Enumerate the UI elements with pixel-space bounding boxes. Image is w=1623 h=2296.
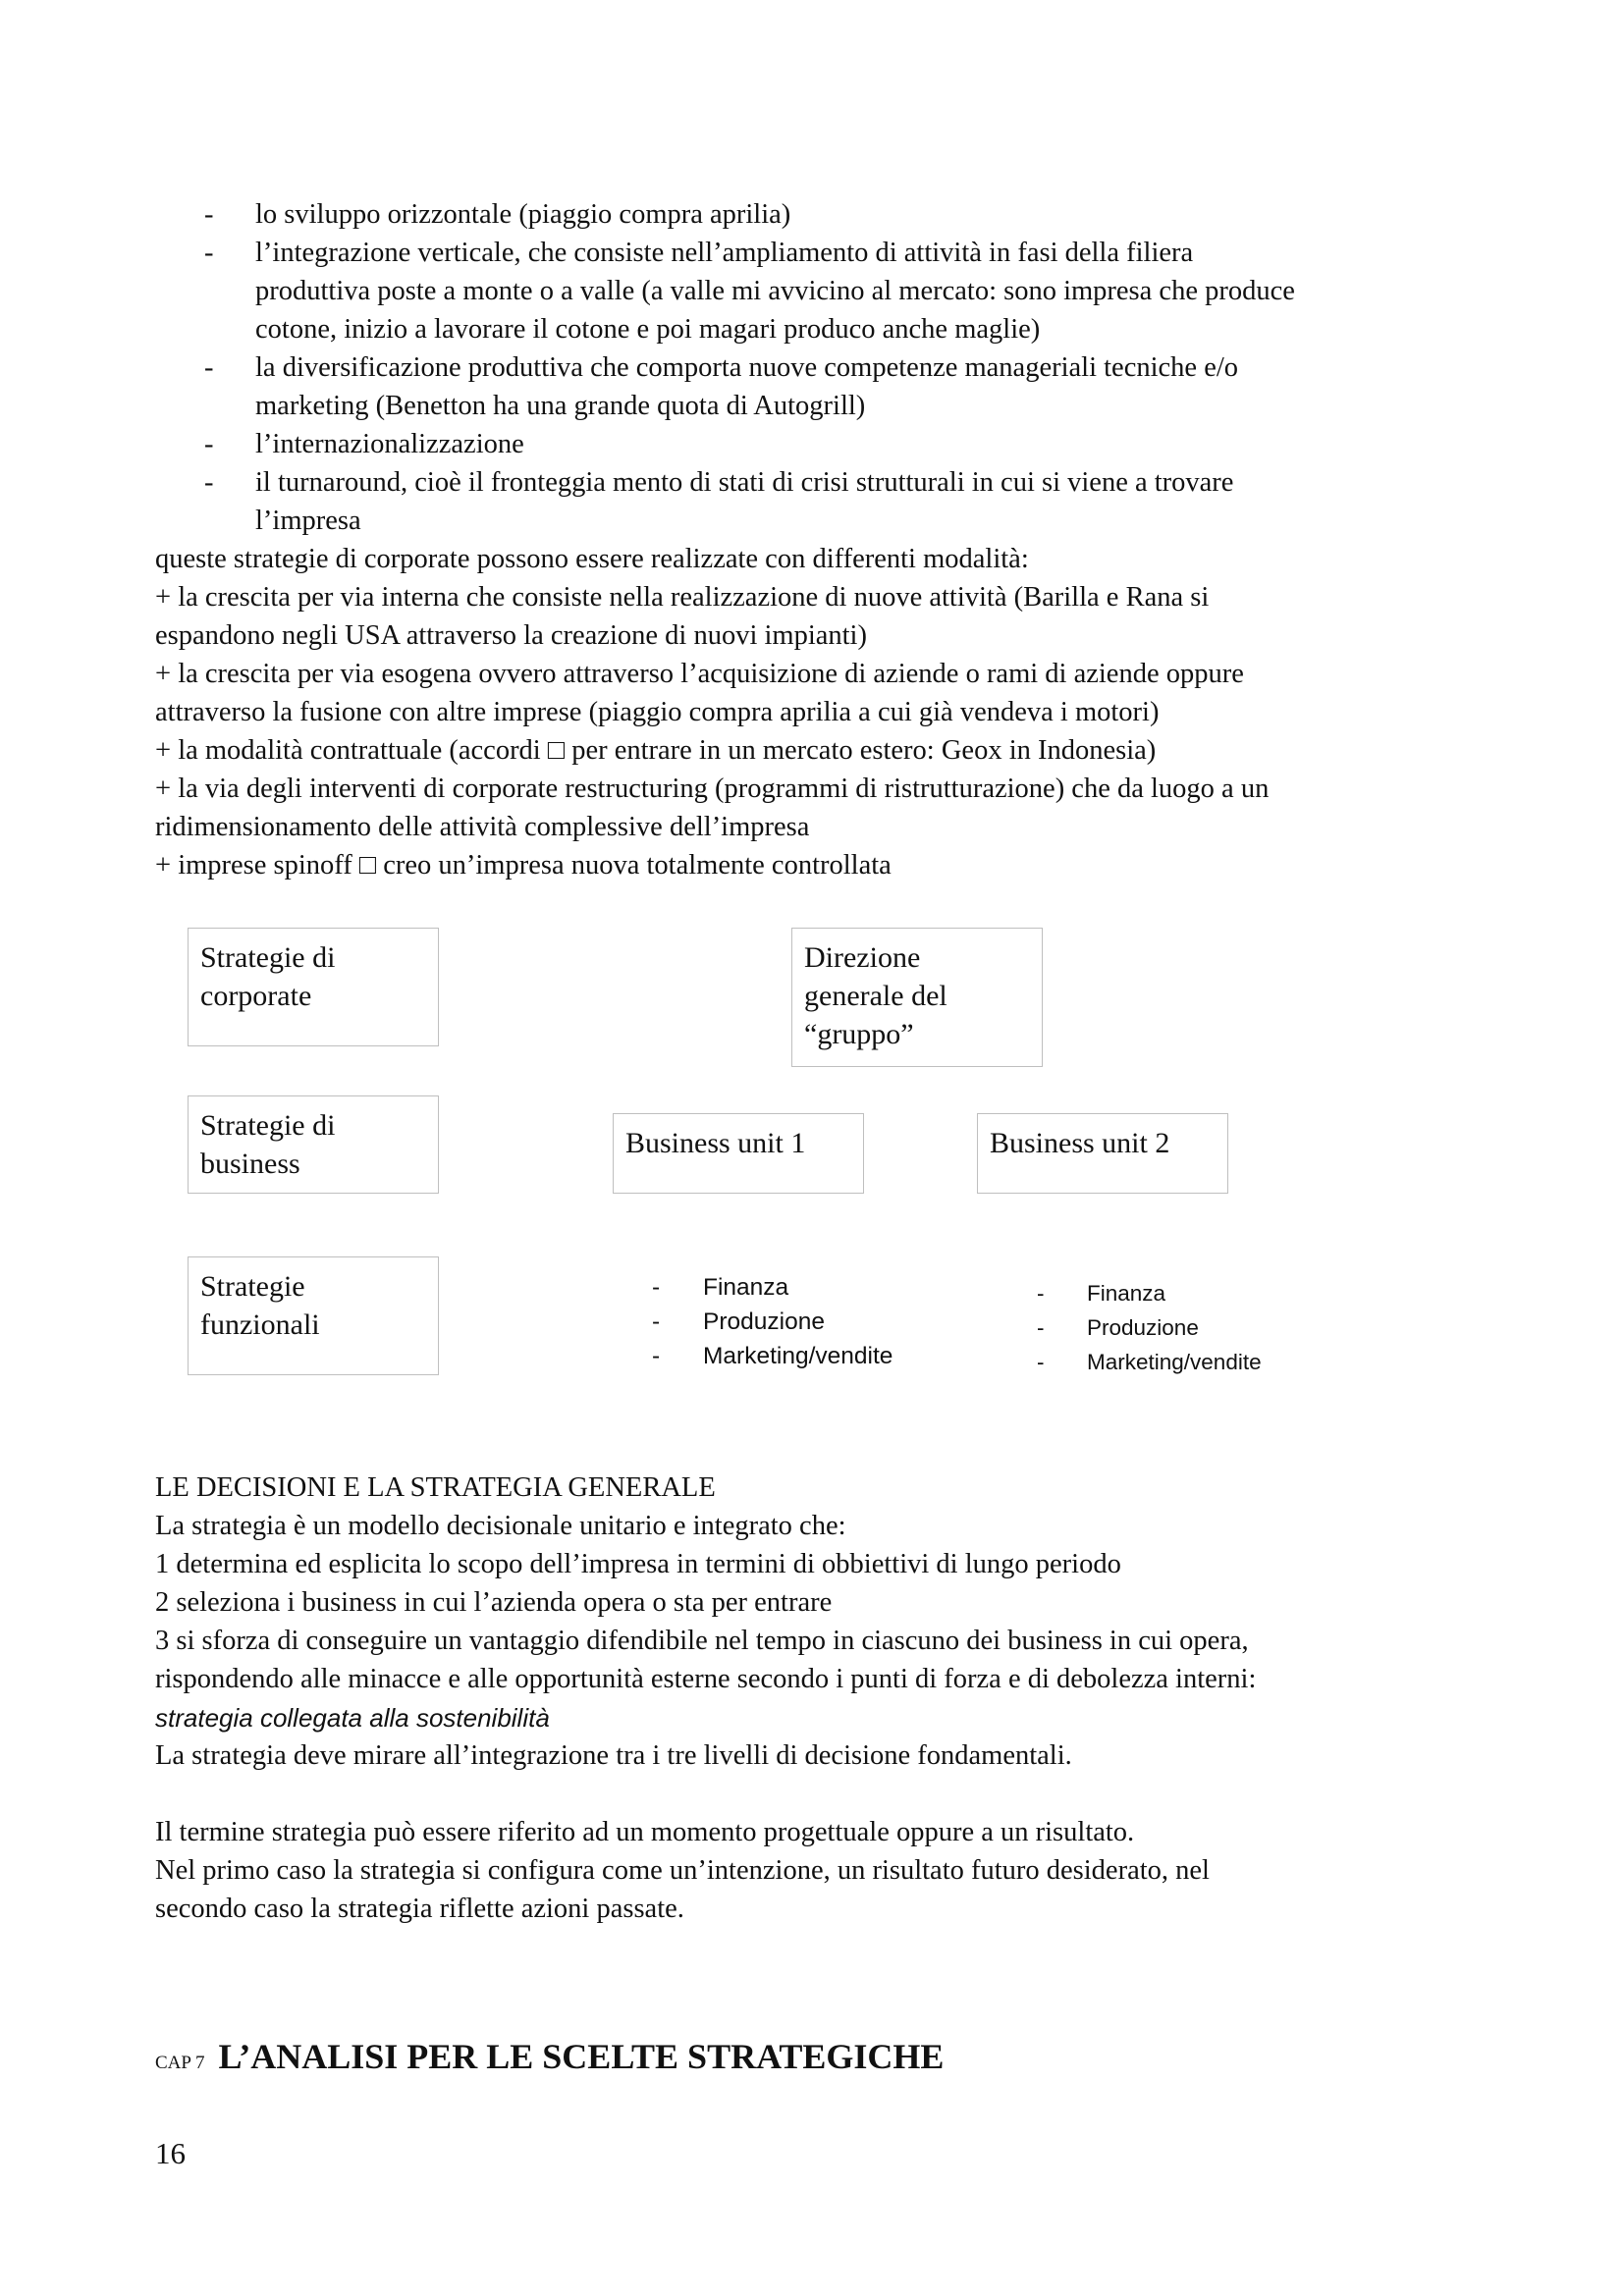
group-direction-box (791, 928, 1043, 1067)
paragraph-line: espandono negli USA attraverso la creazione di nuovi impianti) (155, 620, 867, 651)
box-label-line: Strategie di (200, 941, 336, 974)
bullet-dash: - (204, 467, 214, 498)
bullet-text: il turnaround, cioè il fronteggia mento di stati di crisi strutturali in cui si viene a trovare (255, 467, 1234, 498)
paragraph-line: Il termine strategia può essere riferito ad un momento progettuale oppure a un risultato. (155, 1817, 1135, 1847)
business-strategies-box (188, 1095, 439, 1194)
box-label-line: Business unit 1 (625, 1127, 806, 1159)
corporate-strategies-box (188, 928, 439, 1046)
bullet-text: l’internazionalizzazione (255, 429, 524, 459)
chapter-title: L’ANALISI PER LE SCELTE STRATEGICHE (218, 2037, 945, 2076)
function-dash: - (1037, 1350, 1045, 1374)
bullet-dash: - (204, 429, 214, 459)
paragraph-line: attraverso la fusione con altre imprese (piaggio compra aprilia a cui già vendeva i motori) (155, 697, 1160, 727)
section-heading: LE DECISIONI E LA STRATEGIA GENERALE (155, 1472, 716, 1503)
function-item: Finanza (703, 1274, 789, 1301)
function-item: Marketing/vendite (1087, 1350, 1262, 1374)
page-number: 16 (155, 2136, 186, 2170)
paragraph-line: La strategia è un modello decisionale unitario e integrato che: (155, 1511, 846, 1541)
function-dash: - (652, 1343, 661, 1369)
bullet-dash: - (204, 199, 214, 230)
paragraph-line: Nel primo caso la strategia si configura come un’intenzione, un risultato futuro desiderato, nel (155, 1855, 1210, 1886)
bullet-text: l’integrazione verticale, che consiste nell’ampliamento di attività in fasi della filiera (255, 238, 1194, 268)
box-label-line: corporate (200, 980, 312, 1012)
chapter-heading (155, 2036, 944, 2077)
function-item: Finanza (1087, 1281, 1166, 1306)
paragraph-line: 3 si sforza di conseguire un vantaggio difendibile nel tempo in ciascuno dei business in cui opera, (155, 1626, 1249, 1656)
bullet-text: produttiva poste a monte o a valle (a valle mi avvicino al mercato: sono impresa che produce (255, 276, 1295, 306)
paragraph-line: ridimensionamento delle attività complessive dell’impresa (155, 812, 810, 842)
function-item: Produzione (1087, 1315, 1199, 1340)
box-label-line: Business unit 2 (990, 1127, 1170, 1159)
paragraph-line: queste strategie di corporate possono essere realizzate con differenti modalità: (155, 544, 1029, 574)
function-dash: - (652, 1308, 661, 1335)
paragraph-line: 2 seleziona i business in cui l’azienda opera o sta per entrare (155, 1587, 833, 1618)
bullet-text: lo sviluppo orizzontale (piaggio compra aprilia) (255, 199, 791, 230)
paragraph-line: + imprese spinoff □ creo un’impresa nuova totalmente controllata (155, 850, 892, 881)
bullet-text: la diversificazione produttiva che comporta nuove competenze manageriali tecniche e/o (255, 352, 1239, 383)
bullet-text: cotone, inizio a lavorare il cotone e poi magari produco anche maglie) (255, 314, 1041, 345)
box-label-line: Direzione (804, 941, 921, 974)
box-label-line: “gruppo” (804, 1018, 914, 1050)
functional-strategies-box (188, 1256, 439, 1375)
bullet-text: marketing (Benetton ha una grande quota di Autogrill) (255, 391, 866, 421)
paragraph-line: rispondendo alle minacce e alle opportunità esterne secondo i punti di forza e di debolezza interni: (155, 1664, 1257, 1694)
function-item: Produzione (703, 1308, 825, 1335)
box-label-line: funzionali (200, 1308, 320, 1341)
function-dash: - (1037, 1281, 1045, 1306)
business-unit-2-box (977, 1113, 1228, 1194)
box-label-line: business (200, 1148, 300, 1180)
box-label-line: generale del (804, 980, 947, 1012)
italic-emphasis: strategia collegata alla sostenibilità (155, 1703, 550, 1733)
paragraph-line: secondo caso la strategia riflette azioni passate. (155, 1894, 684, 1924)
function-dash: - (1037, 1315, 1045, 1340)
bullet-dash: - (204, 352, 214, 383)
function-dash: - (652, 1274, 661, 1301)
paragraph-line: 1 determina ed esplicita lo scopo dell’impresa in termini di obbiettivi di lungo periodo (155, 1549, 1121, 1579)
bullet-text: l’impresa (255, 506, 361, 536)
business-unit-1-box (613, 1113, 864, 1194)
paragraph-line: + la via degli interventi di corporate restructuring (programmi di ristrutturazione) che da luogo a un (155, 774, 1270, 804)
box-label-line: Strategie (200, 1270, 305, 1303)
paragraph-line: + la crescita per via interna che consiste nella realizzazione di nuove attività (Barilla e Rana si (155, 582, 1210, 613)
bullet-dash: - (204, 238, 214, 268)
function-item: Marketing/vendite (703, 1343, 893, 1369)
paragraph-line: + la crescita per via esogena ovvero attraverso l’acquisizione di aziende o rami di aziende oppure (155, 659, 1244, 689)
paragraph-line: La strategia deve mirare all’integrazione tra i tre livelli di decisione fondamentali. (155, 1740, 1072, 1771)
chapter-prefix: CAP 7 (155, 2053, 205, 2073)
paragraph-line: + la modalità contrattuale (accordi □ per entrare in un mercato estero: Geox in Indonesia) (155, 735, 1157, 766)
box-label-line: Strategie di (200, 1109, 336, 1142)
